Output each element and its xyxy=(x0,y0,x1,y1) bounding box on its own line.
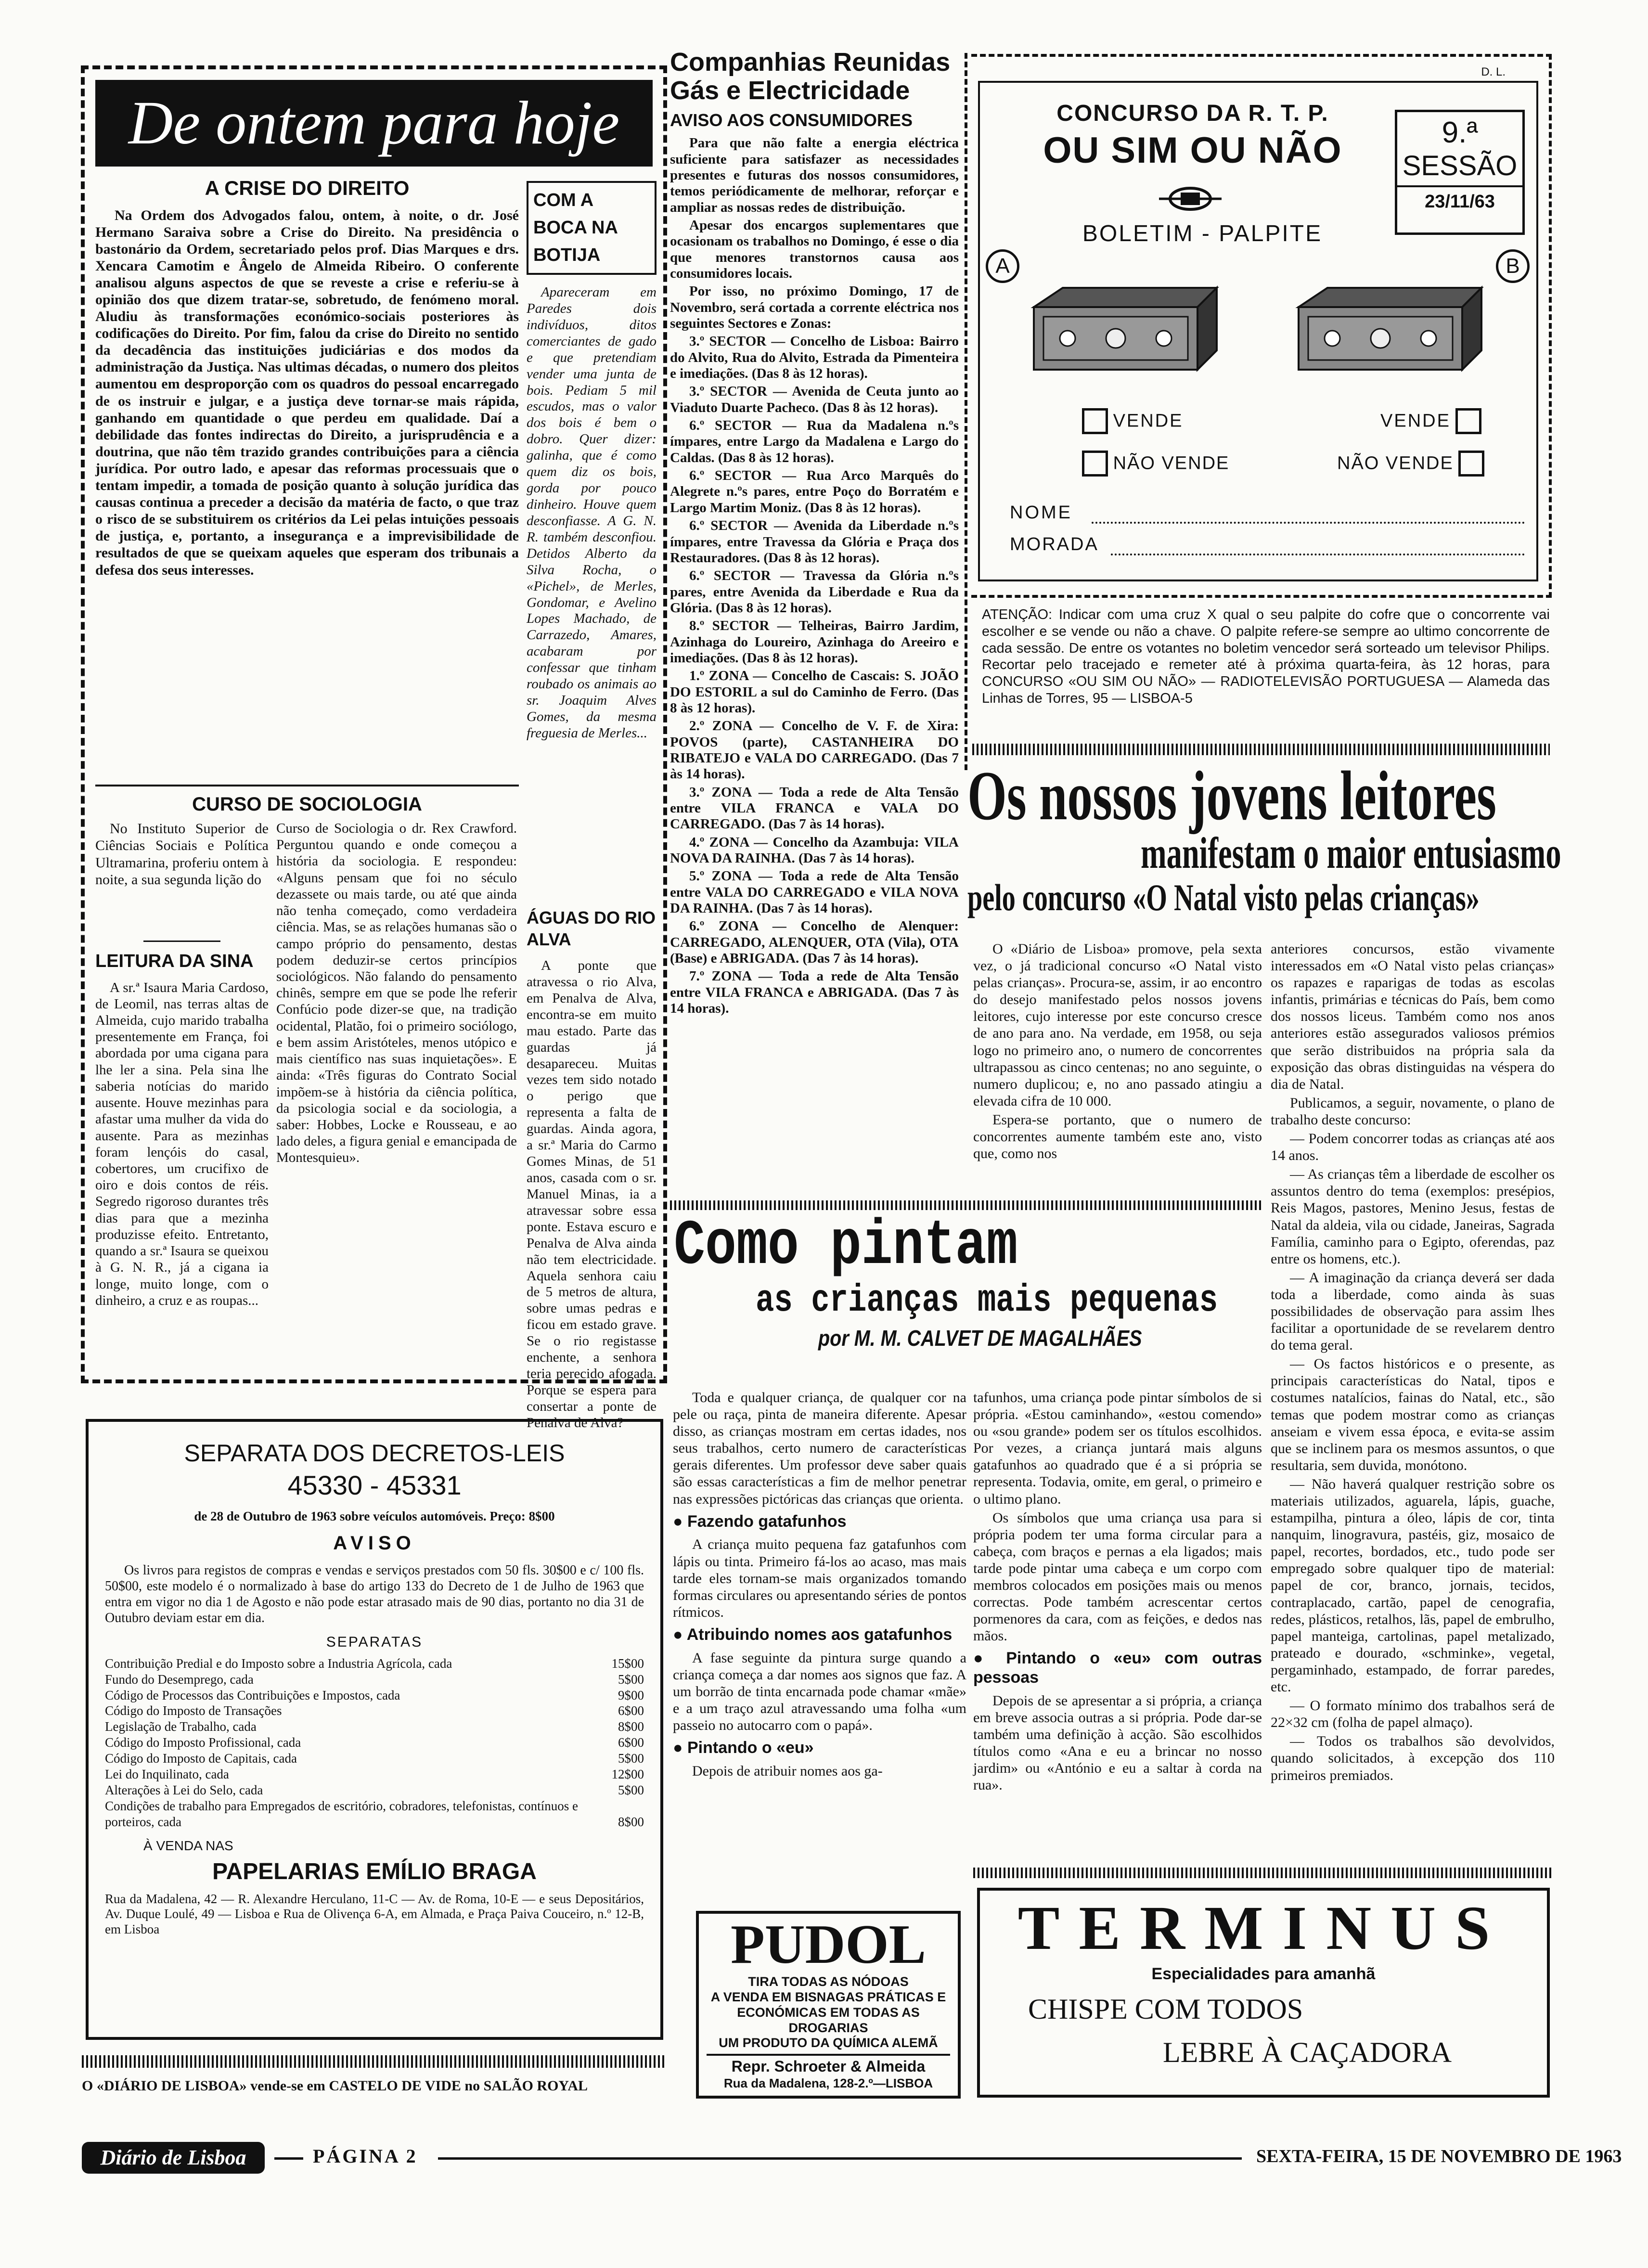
list-item: 4.º ZONA — Concelho da Azambuja: VILA NOVA DA RAINHA. (Das 7 às 14 horas). xyxy=(670,834,959,866)
vende-a-label: VENDE xyxy=(1113,411,1184,431)
separata-aviso-text: Os livros para registos de compras e vendas e serviços prestados com 50 fls. 30$00 e c/ 100 fls. 50$00, este modelo é o normalizado à base do artigo 133 do Decreto de 1 de Julho de 1963 que entra em vigor no dia 1 de Agosto e não pode estar atrasado mais de 90 dias, portanto no dia 31 de Outubro deviam estar em dia. xyxy=(105,1563,644,1626)
banner xyxy=(95,80,653,167)
gas-intro: Para que não falte a energia eléctrica suficiente para satisfazer as necessidades presentes e futuras dos nossos consumidores, temos periódicamente de melhorar, reforçar e ampliar as nossas redes de distribuição. xyxy=(670,135,959,215)
separata-box xyxy=(86,1419,663,2040)
session-label: SESSÃO xyxy=(1402,150,1518,182)
nao-vende-b-checkbox[interactable] xyxy=(1458,451,1484,477)
nome-input[interactable] xyxy=(1092,505,1525,524)
rule-bar xyxy=(670,1200,1261,1210)
separata-list xyxy=(105,1656,644,1830)
curso-title: CURSO DE SOCIOLOGIA xyxy=(95,785,519,816)
rio-text: A ponte que atravessa o rio Alva, em Penalva de Alva, encontra-se em muito mau estado. Parte das guardas já desapareceu. Muitas vezes tem sido notado o perigo que representa a falta de guardas. Ainda agora, a sr.ª Maria do Carmo Gomes Minas, de 51 anos, casada com o sr. Manuel Minas, ia a atravessar sobre essa ponte. Estava escuro e Penalva de Alva ainda não tem electricidade. Aquela senhora caiu de 5 metros de altura, sobre umas pedras e ficou em estado grave. Se o rio registasse enchente, a senhora teria perecido afogada. Porque se espera para consertar a ponte de Penalva de Alva? xyxy=(527,958,657,1430)
jovens-headline xyxy=(967,757,1561,934)
pintam-mid: tafunhos, uma criança pode pintar símbolos de si própria. «Estou caminhando», «estou comendo» ou «sou grande» podem ser os títulos escolhidos. Por vezes, a criança juntará mais alguns gatafunhos ao quadrado que é a si própria se representa. Todavia, omite, em geral, o primeiro e o ultimo plano. Os símbolos que uma criança usa para si própria podem ter uma forma circular para a cabeça, com braços e pernas a ela ligados; mais tarde pode pintar uma cabeça e um corpo com membros colocados em posições mais ou menos correctas. Pode também acrescentar certos pormenores da cara, com as feições, e dedos nas mãos. ● Pintando o «eu» com outras pessoas Depois de se apresentar a si própria, a criança em breve associa outras a si própria. Pode dar-se também uma definição à acção. São escolhidos títulos como «Ana e eu a brincar no nosso jardim» ou «António e eu a saltar à corda na rua». xyxy=(973,1390,1262,1793)
jovens-h1: Os nossos jovens leitores xyxy=(967,757,1496,835)
terminus-title: TERMINUS xyxy=(1017,1894,1509,1963)
terminus-sub: Especialidades para amanhã xyxy=(1151,1964,1376,1983)
nao-vende-a-checkbox[interactable] xyxy=(1082,451,1108,477)
bullet-icon: ● xyxy=(673,1512,683,1531)
list-item: 2.º ZONA — Concelho de V. F. de Xira: POVOS (parte), CASTANHEIRA DO RIBATEJO e VALA DO CARREGADO. (Das 7 às 14 horas). xyxy=(670,718,959,782)
list-item: Fundo do Desemprego, cada 5$00 xyxy=(105,1672,644,1687)
pudol-l1: TIRA TODAS AS NÓDOAS xyxy=(748,1974,909,1989)
vende-b-checkbox[interactable] xyxy=(1455,408,1481,434)
boca-title: COM A BOCA NA BOTIJA xyxy=(533,190,618,265)
jovens-h2: manifestam o maior entusiasmo xyxy=(1141,828,1561,877)
label-b: B xyxy=(1496,249,1530,283)
vende-a-checkbox[interactable] xyxy=(1082,408,1108,434)
list-item: Contribuição Predial e do Imposto sobre a Industria Agrícola, cada 15$00 xyxy=(105,1656,644,1671)
list-item: Código do Imposto de Capitais, cada 5$00 xyxy=(105,1751,644,1766)
list-item: Condições de trabalho para Empregados de escritório, cobradores, telefonistas, contínuos e porteiros, cada 8$00 xyxy=(105,1799,644,1830)
pudol-l2: A VENDA EM BISNAGAS PRÁTICAS E ECONÓMICAS EM TODAS AS DROGARIAS xyxy=(710,1989,946,2035)
list-item: Legislação de Trabalho, cada 8$00 xyxy=(105,1719,644,1734)
gas-title1: Companhias Reunidas xyxy=(670,48,951,77)
rule-bar xyxy=(973,1868,1553,1878)
vende-b-label: VENDE xyxy=(1380,411,1451,431)
list-item: 3.º SECTOR — Avenida de Ceuta junto ao Viaduto Duarte Pacheco. (Das 8 às 12 horas). xyxy=(670,384,959,415)
gas-subtitle: AVISO AOS CONSUMIDORES xyxy=(670,110,913,130)
pudol-title: PUDOL xyxy=(731,1914,926,1975)
gas-title2: Gás e Electricidade xyxy=(670,76,910,105)
session-date: 23/11/63 xyxy=(1397,185,1522,213)
rio-title: ÁGUAS DO RIO ALVA xyxy=(527,908,656,949)
crise-title: A CRISE DO DIREITO xyxy=(205,177,410,199)
rule-bar xyxy=(972,744,1550,755)
terminus-l1: CHISPE COM TODOS xyxy=(1028,1993,1303,2025)
jovens-left: O «Diário de Lisboa» promove, pela sexta vez, o já tradicional concurso «O Natal visto pelas crianças». Procura-se, assim, ir ao encontro do desejo manifestado pelos nossos jovens leitores, cujo interesse por este concurso cresce de ano para ano. Na verdade, em 1958, ou seja logo no primeiro ano, o numero de concorrentes ultrapassou as cinco centenas; no ano seguinte, o numero duplicou; e, no ano passado atingiu a elevada cifra de 10 000. Espera-se portanto, que o numero de concorrentes aumente também este ano, visto que, como nos xyxy=(973,941,1262,1162)
pintam-headline xyxy=(674,1210,1266,1367)
rule-bar xyxy=(82,2055,664,2068)
separata-aviso: AVISO xyxy=(333,1532,416,1554)
terminus-ad xyxy=(977,1888,1550,2098)
pudol-l3: UM PRODUTO DA QUÍMICA ALEMÃ xyxy=(719,2036,938,2050)
jovens-h3: pelo concurso «O Natal visto pelas crianças» xyxy=(967,876,1480,918)
cofre-a xyxy=(986,249,1226,384)
rtp-session-box xyxy=(1395,110,1525,235)
pudol-l5: Rua da Madalena, 128-2.º—LISBOA xyxy=(723,2076,933,2091)
list-item: 6.º SECTOR — Rua da Madalena n.ºs ímpares, entre Largo da Madalena e Largo do Caldas. (Das 8 às 12 horas). xyxy=(670,418,959,465)
sina-text: A sr.ª Isaura Maria Cardoso, de Leomil, nas terras altas de Almeida, cujo marido trabalha presentemente em França, foi abordada por uma cigana para lhe ler a sina. Pela sina lhe saberia notícias do marido ausente. Houve mezinhas para afastar uma mulher da vida do ausente. Para as mezinhas foram lençóis do casal, cobertores, um crucifixo de oiro e dois contos de réis. Segredo rigoroso durantes três dias para que a mezinha produzisse efeito. Entretanto, quando a sr.ª Isaura se queixou à G. N. R., já a cigana ia longe, muito longe, com o dinheiro, a cruz e as roupas... xyxy=(95,979,269,1308)
bullet-icon: ● xyxy=(673,1625,683,1644)
separata-venda: À VENDA NAS xyxy=(143,1838,233,1853)
list-item: 5.º ZONA — Toda a rede de Alta Tensão entre VALA DO CARREGADO e VILA NOVA DA RAINHA. (Das 7 às 14 horas). xyxy=(670,868,959,916)
nao-vende-b-label: NÃO VENDE xyxy=(1337,453,1454,474)
rtp-logo xyxy=(1159,182,1222,216)
morada-input[interactable] xyxy=(1111,537,1525,555)
separata-address: Rua da Madalena, 42 — R. Alexandre Herculano, 11-C — Av. de Roma, 10-E — e seus Depositários, Av. Duque Loulé, 49 — Lisboa e Rua de Olivença 6-A, em Almada, e Praça Paiva Couceiro, n.º 12-B, em Lisboa xyxy=(105,1891,644,1937)
rtp-title: CONCURSO DA R. T. P. xyxy=(1056,101,1329,126)
list-item: 8.º SECTOR — Telheiras, Bairro Jardim, Azinhaga do Loureiro, Azinhaga do Areeiro e imediações. (Das 8 às 12 horas). xyxy=(670,618,959,666)
news-box xyxy=(81,65,667,1430)
session-num: 9.ª xyxy=(1442,116,1478,149)
curso-text-a: No Instituto Superior de Ciências Sociais e Política Ultramarina, proferiu ontem à noite, a sua segunda lição do xyxy=(95,821,269,888)
nome-label: NOME xyxy=(1010,503,1072,523)
list-item: Código do Imposto Profissional, cada 6$00 xyxy=(105,1735,644,1750)
rtp-coupon xyxy=(971,54,1552,598)
rtp-show: OU SIM OU NÃO xyxy=(1043,130,1342,171)
terminus-l2: LEBRE À CAÇADORA xyxy=(1163,2036,1452,2069)
sina-title: LEITURA DA SINA xyxy=(95,951,254,971)
pintam-h1: Como pintam xyxy=(674,1210,1018,1282)
pintam-left: Toda e qualquer criança, de qualquer cor na pele ou raça, pinta de maneira diferente. Apesar disso, as crianças mostram em certas idades, nos seus trabalhos, certo numero de características gerais diferentes. Um professor deve saber quais são essas características a fim de melhor penetrar nas expressões pictóricas das crianças que orienta. ● Fazendo gatafunhos A criança muito pequena faz gatafunhos com lápis ou tinta. Primeiro fá-los ao acaso, mas mais tarde eles tornam-se mais organizados tomando formas circulares ou apresentando séries de pontos rítmicos. ● Atribuindo nomes aos gatafunhos A fase seguinte da pintura surge quando a criança começa a dar nomes aos signos que faz. A um borrão de tinta encarnada pode chamar «mãe» e a um traço azul atravessando uma folha «um passeio no autocarro com o papá». ● Pintando o «eu» Depois de atribuir nomes aos ga- xyxy=(673,1390,966,1779)
separata-subtitle: de 28 de Outubro de 1963 sobre veículos automóveis. Preço: 8$00 xyxy=(194,1509,555,1524)
pudol-l4: Repr. Schroeter & Almeida xyxy=(707,2054,950,2076)
morada-label: MORADA xyxy=(1010,534,1099,555)
list-item: 6.º SECTOR — Travessa da Glória n.ºs pares, entre Avenida da Liberdade e Rua da Glória. (Das 8 às 12 horas). xyxy=(670,568,959,616)
bullet-icon: ● xyxy=(673,1739,683,1757)
list-item: 7.º ZONA — Toda a rede de Alta Tensão entre VILA FRANCA e ABRIGADA. (Das 7 às 14 horas). xyxy=(670,968,959,1017)
separata-separatas: SEPARATAS xyxy=(326,1634,423,1650)
banner-title: De ontem para hoje xyxy=(128,89,620,157)
pintam-byline: por M. M. CALVET DE MAGALHÃES xyxy=(818,1325,1142,1351)
separata-title: SEPARATA DOS DECRETOS-LEIS xyxy=(184,1440,565,1467)
cofre-b xyxy=(1270,249,1539,384)
bullet-icon: ● xyxy=(973,1649,992,1668)
crise-text: Na Ordem dos Advogados falou, ontem, à noite, o dr. José Hermano Saraiva sobre a Crise do Direito. Na presidência o bastonário da Ordem, secretariado pelos prof. Dias Marques e drs. Xencara Camotim e Ângelo de Almeida Ribeiro. O conferente analisou alguns aspectos de que se reveste a crise e referiu-se à opinião dos que dizem tratar-se, sobretudo, de fenómeno moral. Aludiu às transformações económico-sociais posteriores às codificações do Direito. Por fim, falou da crise do Direito no sentido da decadência das instituições judiciárias e dos modos da administração da Justiça. Nas ultimas décadas, o numero dos pleitos aumentou em desproporção com os quadros do pessoal encarregado de os instruir e julgar, e a justiça deve tornar-se mais rápida, ganhando em quantidade o que perdeu em qualidade. Daí a debilidade das fontes indirectas do Direito, a jurisprudência e a doutrina, que não têm trazido grandes contribuições para a ciência jurídica. Por outro lado, e apesar das reformas processuais que o tentam impedir, a tomada de posição quanto à solução jurídica das causas continua a preceder a decisão da matéria de facto, o que traz o risco de se substituirem os critérios da Lei pelas intuições pessoais de justiça, e, portanto, a insegurança e a imprevisibilidade de resultados de que se queixam aqueles que esperam dos tribunais a defesa dos seus interesses. xyxy=(95,207,519,578)
rtp-atencao: ATENÇÃO: Indicar com uma cruz X qual o seu palpite do cofre que o concorrente vai escolher e se vende ou não a chave. O palpite refere-se sempre ao ultimo concorrente de cada sessão. De entre os votantes no boletim vencedor será sorteado um televisor Philips. Recortar pelo tracejado e remeter até à próxima quarta-feira, às 12 horas, para CONCURSO «OU SIM OU NÃO» — RADIOTELEVISÃO PORTUGUESA — Alameda das Linhas de Torres, 95 — LISBOA-5 xyxy=(982,607,1550,706)
page-number: PÁGINA 2 xyxy=(313,2145,418,2167)
rtp-dl: D. L. xyxy=(1481,65,1506,78)
separator xyxy=(965,53,967,770)
list-item: Código do Imposto de Transações 6$00 xyxy=(105,1703,644,1718)
gas-column xyxy=(670,48,959,1227)
rtp-boletim: BOLETIM - PALPITE xyxy=(1082,221,1323,246)
list-item: 3.º SECTOR — Concelho de Lisboa: Bairro do Alvito, Rua do Alvito, Estrada da Pimenteira e imediações. (Das 8 às 12 horas). xyxy=(670,334,959,382)
gas-p3: Por isso, no próximo Domingo, 17 de Novembro, será cortada a corrente eléctrica nos seguintes Sectores e Zonas: xyxy=(670,284,959,332)
gas-p2: Apesar dos encargos suplementares que ocasionam os trabalhos no Domingo, é esse o dia que menores transtornos causa aos consumidores locais. xyxy=(670,217,959,281)
pintam-h2: as crianças mais pequenas xyxy=(756,1278,1218,1323)
label-a: A xyxy=(986,249,1019,283)
list-item: 6.º SECTOR — Rua Arco Marquês do Alegrete n.ºs pares, entre Poço do Borratém e Largo Martim Moniz. (Das 8 às 12 horas). xyxy=(670,468,959,515)
safe-icon xyxy=(1015,278,1222,379)
separata-numbers: 45330 - 45331 xyxy=(287,1470,462,1500)
list-item: Alterações à Lei do Selo, cada 5$00 xyxy=(105,1783,644,1798)
boca-text: Apareceram em Paredes dois indivíduos, ditos comerciantes de gado e que pretendiam vender uma junta de bois. Pediam 5 mil escudos, mas o valor dos bois é bem o dobro. Quer dizer: galinha, que é como quem diz os bois, gorda por pouco dinheiro. Houve quem desconfiasse. A G. N. R. também desconfiou. Detidos Alberto da Silva Rocha, o «Pichel», de Merles, Gondomar, e Avelino Lopes Machado, de Carrazedo, Amares, acabaram por confessar que tinham roubado os animais ao sr. Joaquim Alves Gomes, da mesma freguesia de Merles... xyxy=(527,284,657,741)
jovens-right: anteriores concursos, estão vivamente interessados em «O Natal visto pelas crianças» os rapazes e raparigas de todas as escolas infantis, primárias e técnicas do País, bem como dos nossos liceus. Também como nos anos anteriores estão assegurados valiosos prémios que serão distribuidos na própria sala da exposição das obras distinguidas na véspera do dia de Natal. Publicamos, a seguir, novamente, o plano de trabalho deste concurso: — Podem concorrer todas as crianças até aos 14 anos. — As crianças têm a liberdade de escolher os assuntos dentro do tema (exemplos: presépios, Reis Magos, pastores, Menino Jesus, festas de Natal da aldeia, vila ou cidade, Janeiras, Sagrada Família, caminho para o Egipto, oferendas, paz entre os homens, etc.). — A imaginação da criança deverá ser dada toda a liberdade, como ainda às suas possibilidades de observação para assim lhes facilitar a oportunidade de se revelarem dentro do tema geral. — Os factos históricos e o presente, as principais características do Natal, tipos e costumes natalícios, fainas do Natal, etc., são temas que podem mostrar como as crianças anseiam e vivem essa época, e evita-se assim que se inclinem para os mesmos assuntos, o que resultaria, sem duvida, monótono. — Não haverá qualquer restrição sobre os materiais utilizados, aguarela, lápis, guache, estampilha, pintura a óleo, lápis de cor, tinta nanquim, linogravura, pastéis, giz, mosaico de papel, recortes, bordados, etc., tudo pode ser empregado sobre qualquer tipo de material: papel de cor, branco, jornais, tecidos, contraplacado, cartão, papel de cenografia, redes, plásticos, retalhos, lãs, papel de embrulho, papel manteiga, cartolinas, papel metalizado, prateado e dourado, «schminke», vegetal, pergaminhado, estampado, de forrar paredes, etc. — O formato mínimo dos trabalhos será de 22×32 cm (folha de papel almaço). — Todos os trabalhos são devolvidos, quando solicitados, à excepção dos 110 primeiros premiados. xyxy=(1271,941,1555,1783)
list-item: Código de Processos das Contribuições e Impostos, cada 9$00 xyxy=(105,1688,644,1702)
list-item: 6.º SECTOR — Avenida da Liberdade n.ºs ímpares, entre Travessa da Glória e Praça dos Restauradores. (Das 8 às 12 horas). xyxy=(670,518,959,566)
curso-text-b: Curso de Sociologia o dr. Rex Crawford. Perguntou quando e onde começou a história da sociologia. E respondeu: «Alguns pensam que foi no século dezassete ou mais tarde, ou até que ainda não tenha começado, como verdadeira ciência. Mas, se as relações humanas são o campo próprio do pensamento, destas podem deduzir-se certos princípios sociológicos. Não falando do pensamento chinês, sempre em que se pode lhe referir Confúcio pode dizer-se que, na tradição ocidental, Platão, foi o primeiro sociólogo, e bem assim Aristóteles, menos utópico e mais científico nas suas inquietações». E ainda: «Três figuras do Contrato Social impõem-se à história da ciência política, da psicologia social e da sociologia, a saber: Hobbes, Locke e Rousseau, e ao lado deles, a figura genial e emancipada de Montesquieu». xyxy=(276,821,517,1166)
nao-vende-a-label: NÃO VENDE xyxy=(1113,453,1230,474)
list-item: 1.º ZONA — Concelho de Cascais: S. JOÃO DO ESTORIL a sul do Caminho de Ferro. (Das 8 às 12 horas). xyxy=(670,668,959,716)
footer xyxy=(82,2139,1622,2182)
masthead: Diário de Lisboa xyxy=(82,2142,265,2174)
footer-date: SEXTA-FEIRA, 15 DE NOVEMBRO DE 1963 xyxy=(1256,2146,1622,2166)
separata-papelarias: PAPELARIAS EMÍLIO BRAGA xyxy=(212,1858,537,1884)
list-item: Lei do Inquilinato, cada 12$00 xyxy=(105,1767,644,1782)
list-item: 6.º ZONA — Concelho de Alenquer: CARREGADO, ALENQUER, OTA (Vila), OTA (Base) e ABRIGADA. (Das 7 às 14 horas). xyxy=(670,918,959,966)
castelo-line: O «DIÁRIO DE LISBOA» vende-se em CASTELO DE VIDE no SALÃO ROYAL xyxy=(82,2078,588,2094)
pudol-ad xyxy=(696,1911,961,2099)
safe-icon xyxy=(1279,278,1486,379)
list-item: 3.º ZONA — Toda a rede de Alta Tensão entre VILA FRANCA e VALA DO CARREGADO. (Das 7 às 14 horas). xyxy=(670,784,959,832)
